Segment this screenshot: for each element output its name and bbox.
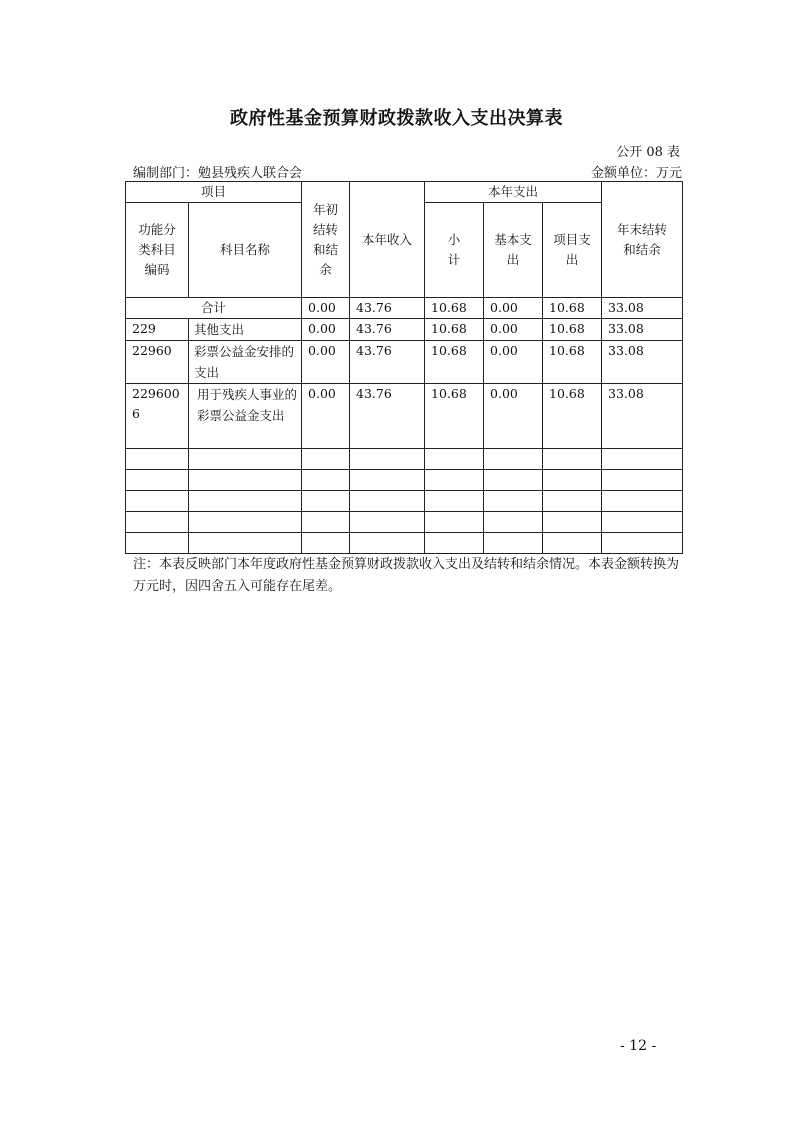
cell-project: 10.68 xyxy=(543,319,602,341)
total-label: 合计 xyxy=(126,298,302,319)
cell-basic: 0.00 xyxy=(484,384,543,449)
table-row xyxy=(126,384,683,449)
cell-project: 10.68 xyxy=(543,384,602,449)
header-item: 项目 xyxy=(126,182,302,203)
cell-subtotal: 10.68 xyxy=(425,298,484,319)
header-expenditure: 本年支出 xyxy=(425,182,602,203)
cell-basic: 0.00 xyxy=(484,298,543,319)
empty-row xyxy=(126,512,683,533)
cell-end: 33.08 xyxy=(602,341,683,384)
cell-income: 43.76 xyxy=(350,298,425,319)
cell-begin: 0.00 xyxy=(302,319,350,341)
header-project-expenditure: 项目支出 xyxy=(543,203,602,298)
budget-table xyxy=(125,181,683,554)
cell-basic: 0.00 xyxy=(484,341,543,384)
header-income: 本年收入 xyxy=(350,182,425,298)
cell-code: 2296006 xyxy=(126,384,189,449)
cell-subtotal: 10.68 xyxy=(425,384,484,449)
footnote: 注：本表反映部门本年度政府性基金预算财政拨款收入支出及结转和结余情况。本表金额转换为万元时，因四舍五入可能存在尾差。 xyxy=(133,557,680,594)
empty-row xyxy=(126,449,683,470)
cell-project: 10.68 xyxy=(543,341,602,384)
cell-project: 10.68 xyxy=(543,298,602,319)
empty-row xyxy=(126,491,683,512)
amount-unit: 金额单位：万元 xyxy=(590,166,682,181)
cell-name: 用于残疾人事业的彩票公益金支出 xyxy=(189,384,302,449)
header-subtotal: 小计 xyxy=(425,203,484,298)
cell-code: 229 xyxy=(126,319,189,341)
page-number: - 12 - xyxy=(620,1038,657,1054)
compiling-department: 编制部门：勉县残疾人联合会 xyxy=(133,166,303,181)
header-function-code: 功能分类科目编码 xyxy=(126,203,189,298)
cell-name: 其他支出 xyxy=(189,319,302,341)
header-begin-balance: 年初结转和结余 xyxy=(302,182,350,298)
table-row xyxy=(126,319,683,341)
cell-end: 33.08 xyxy=(602,319,683,341)
cell-income: 43.76 xyxy=(350,384,425,449)
empty-row xyxy=(126,533,683,554)
page-title: 政府性基金预算财政拨款收入支出决算表 xyxy=(230,108,563,129)
table-row-total xyxy=(126,298,683,319)
cell-begin: 0.00 xyxy=(302,384,350,449)
cell-begin: 0.00 xyxy=(302,298,350,319)
cell-name: 彩票公益金安排的支出 xyxy=(189,341,302,384)
cell-basic: 0.00 xyxy=(484,319,543,341)
cell-begin: 0.00 xyxy=(302,341,350,384)
header-end-balance: 年末结转和结余 xyxy=(602,182,683,298)
cell-income: 43.76 xyxy=(350,341,425,384)
cell-code: 22960 xyxy=(126,341,189,384)
cell-subtotal: 10.68 xyxy=(425,341,484,384)
cell-income: 43.76 xyxy=(350,319,425,341)
empty-row xyxy=(126,470,683,491)
cell-end: 33.08 xyxy=(602,298,683,319)
cell-subtotal: 10.68 xyxy=(425,319,484,341)
form-number: 公开 08 表 xyxy=(616,145,680,160)
table-row xyxy=(126,341,683,384)
header-basic-expenditure: 基本支出 xyxy=(484,203,543,298)
cell-end: 33.08 xyxy=(602,384,683,449)
header-subject-name: 科目名称 xyxy=(189,203,302,298)
